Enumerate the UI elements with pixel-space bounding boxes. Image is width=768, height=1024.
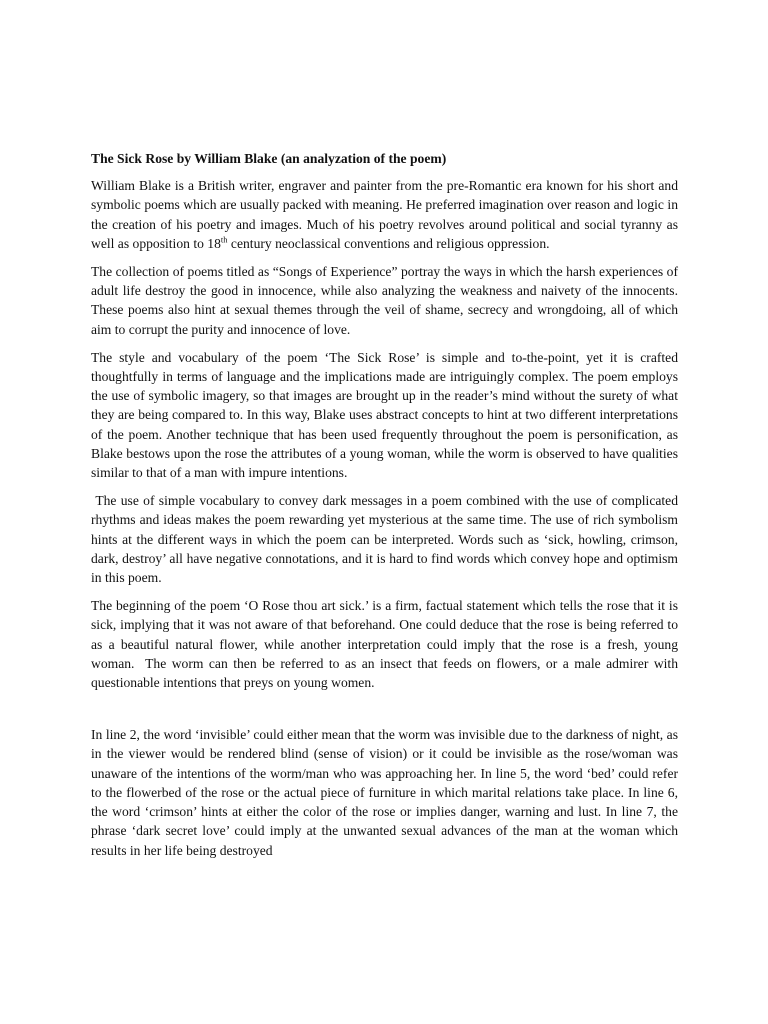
ordinal-suffix: th bbox=[220, 234, 228, 245]
paragraph-songs-of-experience: The collection of poems titled as “Songs of Experience” portray the ways in which the harsh experiences of adult life destroy the good in innocence, while also analyzing the weakness and naivety of the innocents. These poems also hint at sexual themes through the veil of shame, secrecy and wrongdoing, all of which aim to corrupt the purity and innocence of love. bbox=[91, 264, 678, 337]
paragraph-intro-text-end: century neoclassical conventions and religious oppression. bbox=[227, 235, 550, 251]
paragraph-intro bbox=[91, 176, 678, 253]
paragraph-style-vocabulary: The style and vocabulary of the poem ‘The Sick Rose’ is simple and to-the-point, yet it is crafted thoughtfully in terms of language and the implications made are intriguingly complex. The poem employs the use of symbolic imagery, so that images are brought up in the reader’s mind without the surety of what they are being compared to. In this way, Blake uses abstract concepts to hint at two different interpretations of the poem. Another technique that has been used frequently throughout the poem is personification, as Blake bestows upon the rose the attributes of a young woman, while the worm is observed to have qualities similar to that of a man with impure intentions. bbox=[91, 349, 678, 481]
paragraph-intro-text: William Blake is a British writer, engraver and painter from the pre-Romantic era known for his short and symbolic poems which are usually packed with meaning. He preferred imagination over reason and logic in the creation of his poetry and images. Much of his poetry revolves around political and social tyranny as well as opposition to 18 bbox=[91, 178, 678, 251]
paragraph-beginning-of-poem: The beginning of the poem ‘O Rose thou art sick.’ is a firm, factual statement which tells the rose that it is sick, implying that it was not aware of that beforehand. One could deduce that the rose is being referred to as a beautiful natural flower, while another interpretation could imply that the rose is a fresh, young woman. The worm can then be referred to as an insect that feeds on flowers, or a male admirer with questionable intentions that preys on young women. bbox=[91, 598, 682, 691]
paragraph-simple-vocabulary: The use of simple vocabulary to convey dark messages in a poem combined with the use of complicated rhythms and ideas makes the poem rewarding yet mysterious at the same time. The use of rich symbolism hints at the different ways in which the poem can be interpreted. Words such as ‘sick, howling, crimson, dark, destroy’ all have negative connotations, and it is hard to find words which convey hope and optimism in this poem. bbox=[91, 493, 682, 586]
paragraph-line-analysis: In line 2, the word ‘invisible’ could either mean that the worm was invisible due to the darkness of night, as in the viewer would be rendered blind (sense of vision) or it could be invisible as the rose/woman was unaware of the intentions of the worm/man who was approaching her. In line 5, the word ‘bed’ could refer to the flowerbed of the rose or the actual piece of furniture in which marital relations take place. In line 6, the word ‘crimson’ hints at either the color of the rose or implies danger, warning and lust. In line 7, the phrase ‘dark secret love’ could imply at the unwanted sexual advances of the man at the woman which results in her life being destroyed bbox=[91, 727, 678, 858]
document-title: The Sick Rose by William Blake (an analyzation of the poem) bbox=[91, 151, 447, 166]
document-page bbox=[91, 149, 682, 869]
